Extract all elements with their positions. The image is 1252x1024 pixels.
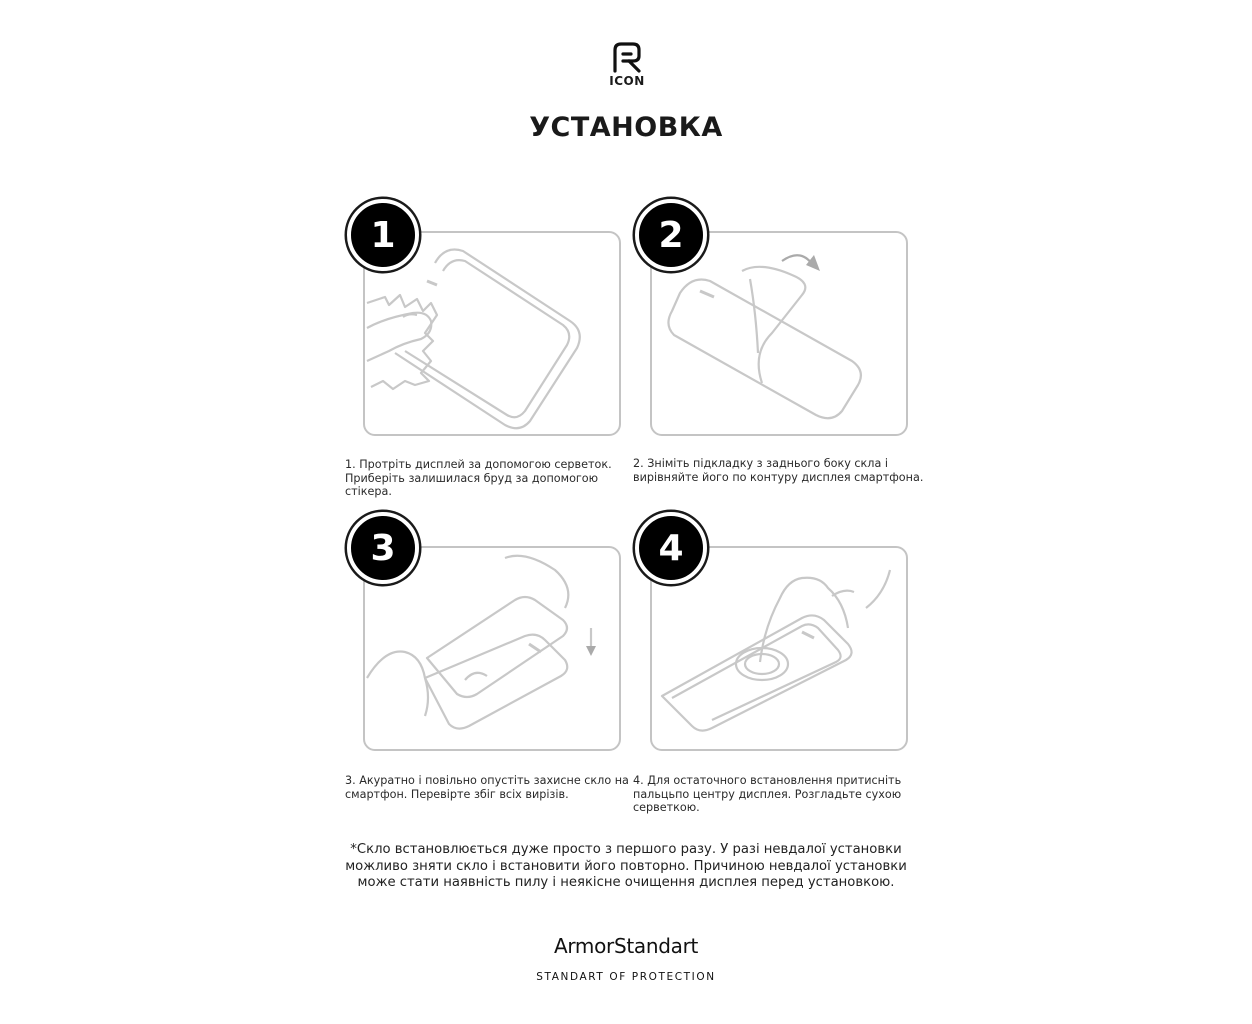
step-4-badge: 4	[635, 512, 707, 584]
step-1-badge: 1	[347, 199, 419, 271]
caption-line: 2. Зніміть підкладку з заднього боку скла і	[633, 457, 888, 470]
caption-line: вирівняйте його по контуру дисплея смартфона.	[633, 470, 924, 484]
step-2-caption	[633, 457, 923, 484]
logo-mark-icon	[601, 40, 653, 74]
caption-line: серветкою.	[633, 801, 700, 815]
brand-tagline: STANDART OF PROTECTION	[536, 971, 716, 983]
installation-note	[0, 842, 1252, 892]
brand-name: ArmorStandart	[553, 934, 699, 958]
step-3-badge: 3	[347, 512, 419, 584]
step-3-caption	[345, 774, 629, 801]
place-glass-illustration	[365, 548, 623, 753]
caption-line: Приберіть залишилася бруд за допомогою	[345, 471, 599, 485]
caption-line: 3. Акуратно і повільно опустіть захисне скло на	[345, 774, 629, 787]
note-line: можливо зняти скло і встановити його повторно. Причиною невдалої установки	[345, 858, 907, 874]
note-line: *Скло встановлюється дуже просто з першого разу. У разі невдалої установки	[350, 842, 902, 857]
step-1-caption	[345, 458, 612, 499]
brand-logo	[601, 40, 653, 90]
caption-line: пальцьпо центру дисплея. Розгладьте сухою	[633, 787, 902, 801]
caption-line: смартфон. Перевірте збіг всіх вирізів.	[345, 787, 569, 801]
caption-line: 4. Для остаточного встановлення притисніть	[633, 774, 902, 787]
press-center-illustration	[652, 548, 910, 753]
step-2-badge: 2	[635, 199, 707, 271]
note-line: може стати наявність пилу і неякісне очищення дисплея перед установкою.	[357, 875, 895, 890]
page-title: УСТАНОВКА	[529, 112, 723, 143]
logo-text: ICON	[609, 74, 645, 88]
step-4-caption	[633, 774, 901, 815]
caption-line: 1. Протріть дисплей за допомогою серветок.	[345, 458, 612, 471]
caption-line: стікера.	[345, 485, 392, 499]
